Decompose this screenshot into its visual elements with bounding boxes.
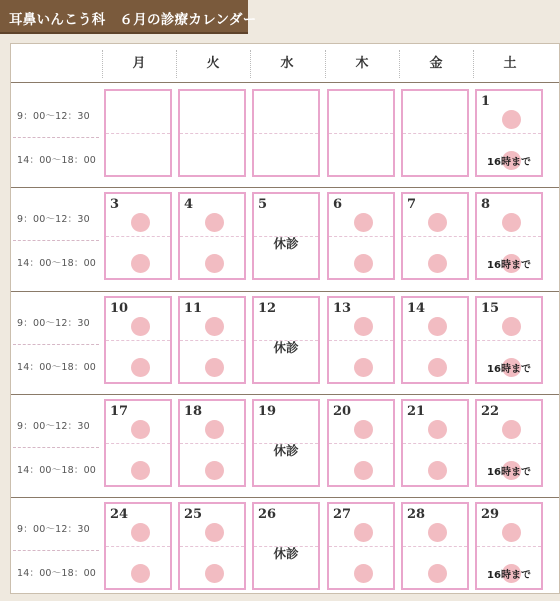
day-number: 20 [333,404,352,419]
open-am-dot [502,110,521,129]
slot-divider [13,550,99,551]
open-am-dot [354,420,373,439]
page-title: 耳鼻いんこう科 ６月の診療カレンダー [9,12,257,28]
cell-divider [180,340,244,341]
open-am-dot [428,213,447,232]
cell-divider [106,133,170,134]
cell-divider [106,443,170,444]
open-pm-dot [428,461,447,480]
calendar-day-cell[interactable] [178,399,246,487]
open-pm-dot [205,254,224,273]
open-pm-dot [354,564,373,583]
closed-label: 休診 [273,340,299,355]
open-am-dot [502,317,521,336]
cell-divider [329,133,393,134]
calendar-day-cell[interactable] [401,192,469,280]
cell-divider [403,236,467,237]
day-number: 15 [481,301,500,316]
open-am-dot [502,523,521,542]
day-number: 18 [184,404,203,419]
open-am-dot [205,523,224,542]
calendar-day-cell[interactable] [252,502,320,590]
calendar-day-cell[interactable] [104,296,172,384]
saturday-hours-note: 16時まで [487,467,531,478]
cell-divider [106,546,170,547]
open-am-dot [502,420,521,439]
open-am-dot [428,523,447,542]
calendar-panel [10,43,560,594]
weekday-header: 金 [429,56,443,71]
calendar-day-cell[interactable] [475,192,543,280]
slot-divider [13,240,99,241]
day-number: 11 [184,301,203,316]
calendar-day-cell[interactable] [178,192,246,280]
cell-divider [329,443,393,444]
time-slot-am: 9：00～12：30 [17,318,90,329]
calendar-day-cell[interactable] [401,296,469,384]
open-pm-dot [205,358,224,377]
weekday-header: 月 [132,56,146,71]
header-divider [11,82,559,83]
open-pm-dot [205,461,224,480]
weekday-header: 火 [206,56,220,71]
cell-divider [106,340,170,341]
day-number: 3 [110,197,120,212]
cell-divider [180,133,244,134]
open-am-dot [502,213,521,232]
cell-divider [180,546,244,547]
open-am-dot [428,317,447,336]
cell-divider [403,340,467,341]
cell-divider [329,236,393,237]
open-am-dot [205,317,224,336]
day-number: 28 [407,507,426,522]
cell-divider [180,236,244,237]
week-divider [11,187,559,188]
title-tab [0,0,257,34]
cell-divider [477,546,541,547]
weekday-header: 水 [280,56,294,71]
slot-divider [13,344,99,345]
time-slot-am: 9：00～12：30 [17,214,90,225]
calendar-day-cell[interactable] [475,296,543,384]
calendar-day-cell[interactable] [252,296,320,384]
closed-label: 休診 [273,546,299,561]
cell-divider [403,546,467,547]
open-am-dot [131,317,150,336]
calendar-day-cell[interactable] [104,399,172,487]
day-number: 13 [333,301,352,316]
open-pm-dot [354,358,373,377]
cell-divider [477,443,541,444]
day-number: 5 [258,197,268,212]
cell-divider [180,443,244,444]
calendar-day-cell[interactable] [475,89,543,177]
open-am-dot [205,420,224,439]
day-number: 1 [481,94,491,109]
day-number: 22 [481,404,500,419]
day-number: 8 [481,197,491,212]
open-pm-dot [131,461,150,480]
open-pm-dot [428,358,447,377]
day-number: 14 [407,301,426,316]
time-slot-am: 9：00～12：30 [17,111,90,122]
day-number: 17 [110,404,129,419]
closed-label: 休診 [273,443,299,458]
day-number: 12 [258,301,277,316]
calendar-day-cell[interactable] [327,89,395,177]
time-slot-pm: 14：00～18：00 [17,258,97,269]
calendar-day-cell[interactable] [327,296,395,384]
calendar-day-cell[interactable] [327,399,395,487]
calendar-day-cell[interactable] [475,502,543,590]
open-am-dot [354,317,373,336]
open-pm-dot [354,254,373,273]
time-slot-pm: 14：00～18：00 [17,465,97,476]
calendar-day-cell[interactable] [178,502,246,590]
day-number: 7 [407,197,417,212]
open-am-dot [205,213,224,232]
time-slot-am: 9：00～12：30 [17,421,90,432]
saturday-hours-note: 16時まで [487,157,531,168]
cell-divider [329,340,393,341]
open-pm-dot [131,358,150,377]
cell-divider [403,443,467,444]
cell-divider [477,133,541,134]
day-number: 10 [110,301,129,316]
day-number: 6 [333,197,343,212]
cell-divider [403,133,467,134]
open-pm-dot [205,564,224,583]
day-number: 19 [258,404,277,419]
day-number: 26 [258,507,277,522]
week-divider [11,291,559,292]
open-am-dot [131,213,150,232]
week-divider [11,394,559,395]
day-number: 27 [333,507,352,522]
day-number: 25 [184,507,203,522]
open-am-dot [354,213,373,232]
time-slot-pm: 14：00～18：00 [17,568,97,579]
calendar-day-cell[interactable] [401,399,469,487]
calendar-day-cell[interactable] [401,502,469,590]
weekday-header: 木 [355,56,369,71]
week-divider [11,497,559,498]
open-am-dot [131,420,150,439]
day-number: 21 [407,404,426,419]
calendar-day-cell[interactable] [178,296,246,384]
calendar-day-cell[interactable] [178,89,246,177]
open-pm-dot [131,254,150,273]
open-pm-dot [428,254,447,273]
time-slot-am: 9：00～12：30 [17,524,90,535]
calendar-day-cell[interactable] [104,502,172,590]
cell-divider [329,546,393,547]
time-slot-pm: 14：00～18：00 [17,362,97,373]
day-number: 24 [110,507,129,522]
slot-divider [13,447,99,448]
calendar-day-cell[interactable] [327,502,395,590]
open-am-dot [131,523,150,542]
cell-divider [254,133,318,134]
calendar-day-cell[interactable] [252,89,320,177]
open-pm-dot [131,564,150,583]
slot-divider [13,137,99,138]
calendar-day-cell[interactable] [104,192,172,280]
saturday-hours-note: 16時まで [487,570,531,581]
calendar-day-cell[interactable] [252,399,320,487]
saturday-hours-note: 16時まで [487,364,531,375]
calendar-day-cell[interactable] [327,192,395,280]
cell-divider [477,340,541,341]
calendar-day-cell[interactable] [104,89,172,177]
time-slot-pm: 14：00～18：00 [17,155,97,166]
closed-label: 休診 [273,236,299,251]
saturday-hours-note: 16時まで [487,260,531,271]
open-pm-dot [428,564,447,583]
open-am-dot [354,523,373,542]
day-number: 4 [184,197,194,212]
calendar-day-cell[interactable] [252,192,320,280]
day-number: 29 [481,507,500,522]
calendar-day-cell[interactable] [475,399,543,487]
calendar-day-cell[interactable] [401,89,469,177]
cell-divider [106,236,170,237]
open-am-dot [428,420,447,439]
cell-divider [477,236,541,237]
weekday-header: 土 [503,56,517,71]
open-pm-dot [354,461,373,480]
